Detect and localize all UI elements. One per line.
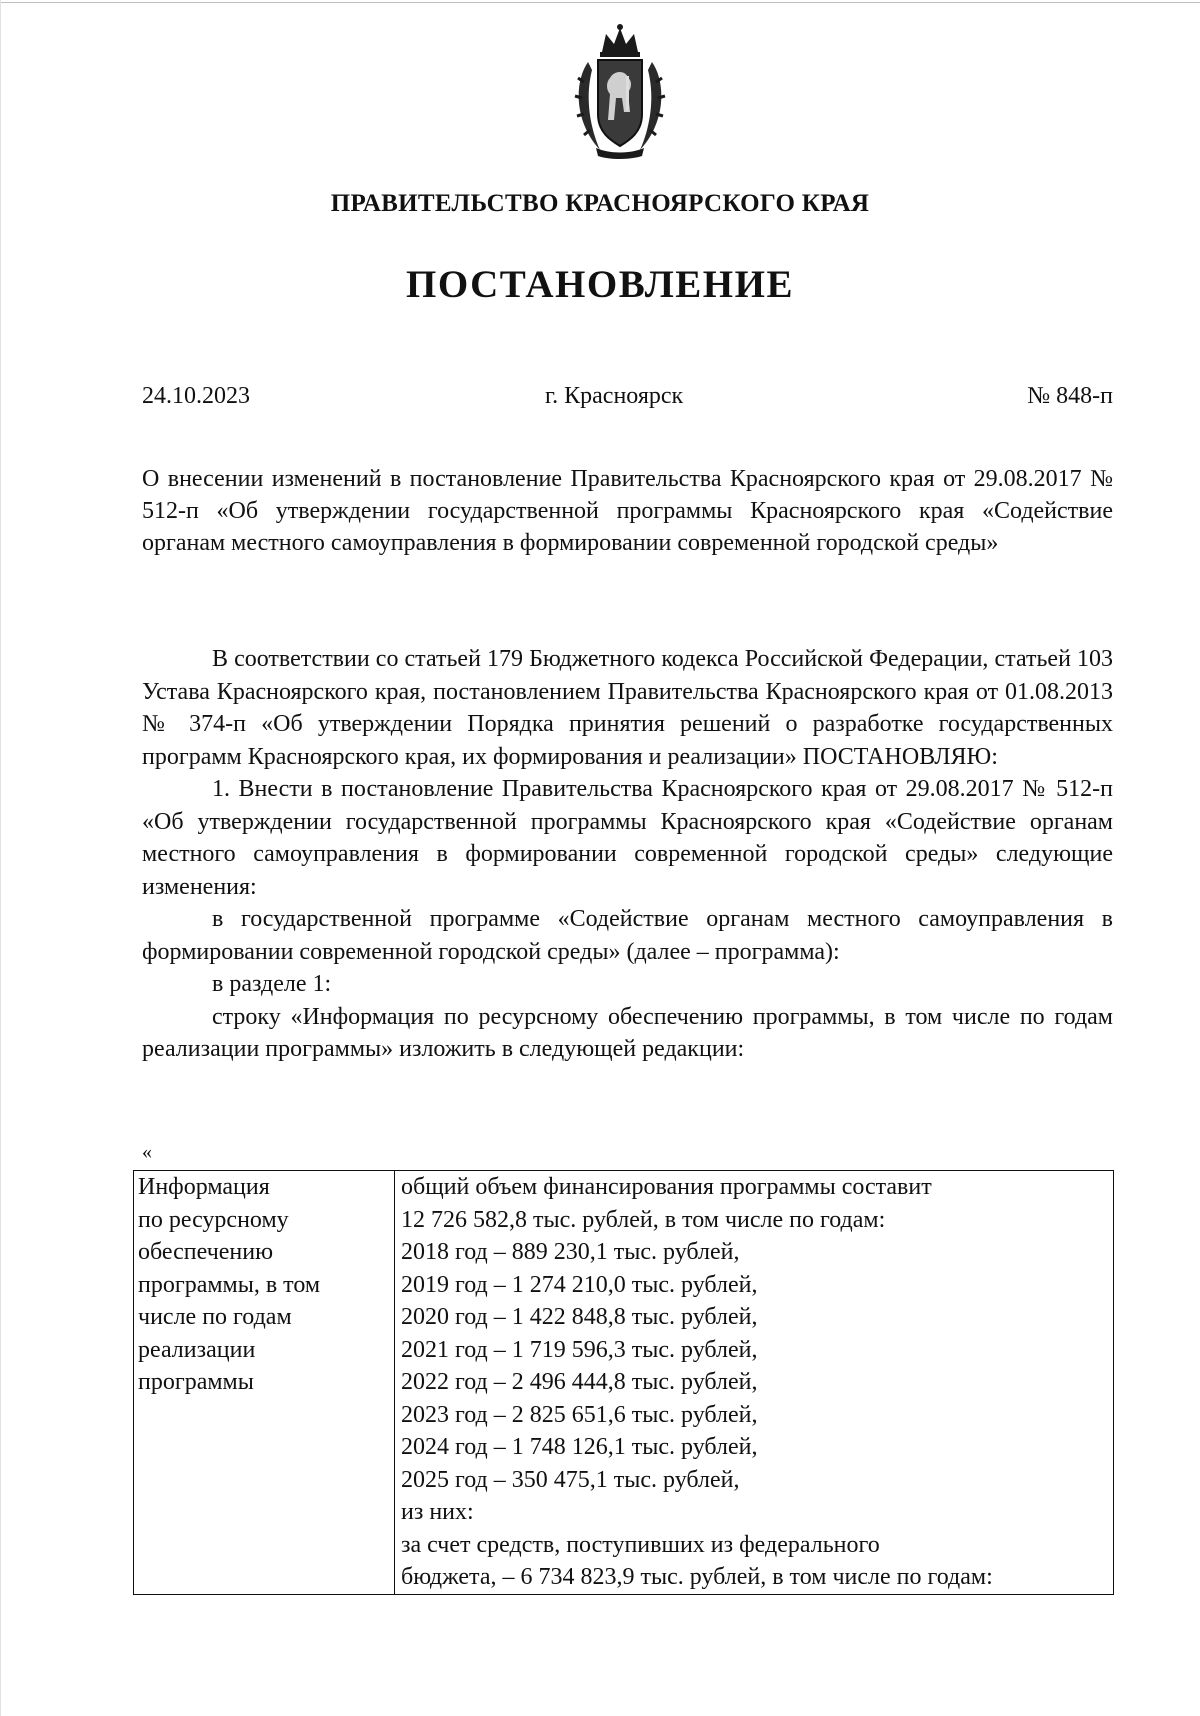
scan-edge-left (0, 0, 1, 1716)
scan-edge-top (0, 2, 1200, 3)
label-line: по ресурсному (138, 1206, 289, 1233)
value-line: 2021 год – 1 719 596,3 тыс. рублей, (401, 1336, 758, 1363)
label-line: реализации (138, 1336, 256, 1363)
value-line: бюджета, – 6 734 823,9 тыс. рублей, в том числе по годам: (401, 1564, 993, 1590)
body-paragraph: строку «Информация по ресурсному обеспечению программы, в том числе по годам реализации программы» изложить в следующей редакции: (142, 1003, 1113, 1062)
document-body (142, 643, 1113, 1066)
value-line: из них: (401, 1499, 474, 1525)
value-line: общий объем финансирования программы составит (401, 1174, 932, 1200)
organization-title: ПРАВИТЕЛЬСТВО КРАСНОЯРСКОГО КРАЯ (330, 190, 870, 217)
body-paragraph: в государственной программе «Содействие органам местного самоуправления в формировании современной городской среды» (далее – программа): (142, 906, 1113, 965)
document-date: 24.10.2023 (142, 383, 250, 409)
body-paragraph: 1. Внести в постановление Правительства Красноярского края от 29.08.2017 № 512-п «Об утверждении государственной программы Красноярского края «Содействие органам местного самоуправления в формировании современной городской среды» следующие изменения: (142, 776, 1113, 900)
body-paragraph: В соответствии со статьей 179 Бюджетного кодекса Российской Федерации, статьей 103 Устава Красноярского края, постановлением Правительства Красноярского края от 01.08.2013 № 374-п «Об утверждении Порядка принятия решений о разработке государственных программ Красноярского края, их формирования и реализации» ПОСТАНОВЛЯЮ: (142, 646, 1113, 770)
label-line: числе по годам (138, 1304, 292, 1330)
body-paragraph: в разделе 1: (212, 971, 332, 997)
value-line: 12 726 582,8 тыс. рублей, в том числе по годам: (401, 1206, 886, 1233)
document-city: г. Красноярск (545, 383, 684, 409)
label-line: программы (138, 1369, 254, 1395)
value-line: 2025 год – 350 475,1 тыс. рублей, (401, 1466, 740, 1493)
table-row (134, 1171, 1114, 1595)
label-line: программы, в том (138, 1271, 321, 1298)
value-line: 2024 год – 1 748 126,1 тыс. рублей, (401, 1434, 758, 1460)
label-line: Информация (138, 1174, 270, 1200)
coat-of-arms-icon (570, 22, 670, 160)
document-number: № 848-п (1027, 383, 1113, 409)
value-line: 2022 год – 2 496 444,8 тыс. рублей, (401, 1369, 758, 1395)
opening-quote: « (142, 1141, 152, 1163)
table-cell-value (395, 1171, 1114, 1595)
value-line: 2019 год – 1 274 210,0 тыс. рублей, (401, 1271, 758, 1298)
value-line: 2020 год – 1 422 848,8 тыс. рублей, (401, 1304, 758, 1330)
label-line: обеспечению (138, 1239, 274, 1265)
document-type-title: ПОСТАНОВЛЕНИЕ (405, 263, 794, 306)
document-subject: О внесении изменений в постановление Правительства Красноярского края от 29.08.2017 № 512-п «Об утверждении государственной программы Красноярского края «Содействие органам местного самоуправления в формировании современной городской среды» (142, 466, 1113, 556)
value-line: 2018 год – 889 230,1 тыс. рублей, (401, 1239, 740, 1265)
value-line: за счет средств, поступивших из федерального (401, 1531, 880, 1558)
value-line: 2023 год – 2 825 651,6 тыс. рублей, (401, 1401, 758, 1428)
resource-table (133, 1170, 1114, 1595)
table-cell-label (134, 1171, 395, 1595)
